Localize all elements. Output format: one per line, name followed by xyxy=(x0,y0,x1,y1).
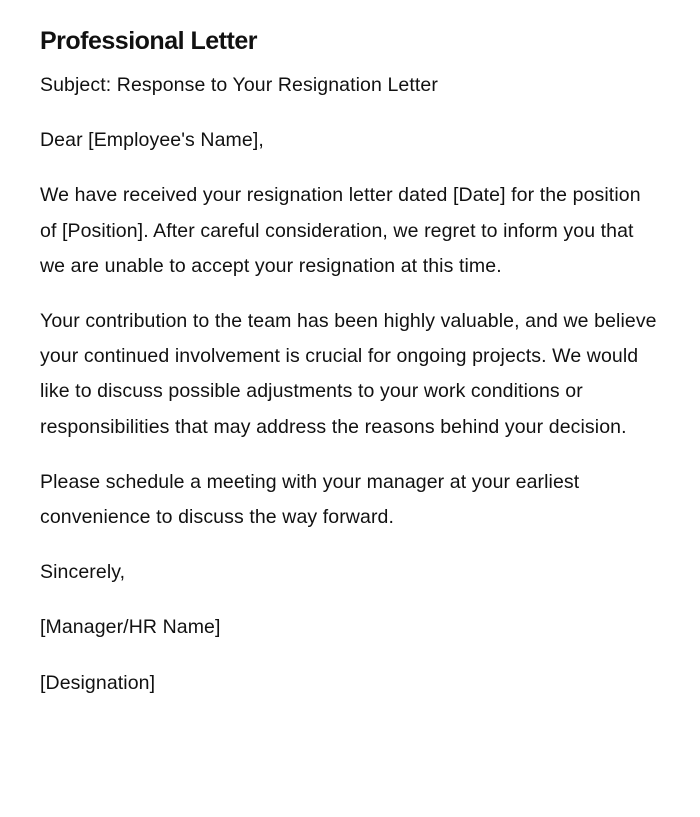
letter-closing: Sincerely, xyxy=(40,561,126,584)
document-title: Professional Letter xyxy=(40,27,257,55)
signature-name: [Manager/HR Name] xyxy=(40,616,221,639)
letter-paragraph-1: We have received your resignation letter dated [Date] for the position of [Position]. After careful consideration, we regret to inform you that we are unable to accept your resignation at this time. xyxy=(40,184,641,277)
signature-designation: [Designation] xyxy=(40,671,156,694)
letter-subject: Subject: Response to Your Resignation Letter xyxy=(40,74,438,96)
letter-paragraph-2: Your contribution to the team has been highly valuable, and we believe your continued involvement is crucial for ongoing projects. We would like to discuss possible adjustments to your work conditions or responsibilities that may address the reasons behind your decision. xyxy=(40,310,657,438)
letter-paragraph-3: Please schedule a meeting with your manager at your earliest convenience to discuss the way forward. xyxy=(40,470,580,529)
letter-salutation: Dear [Employee's Name], xyxy=(40,129,264,152)
